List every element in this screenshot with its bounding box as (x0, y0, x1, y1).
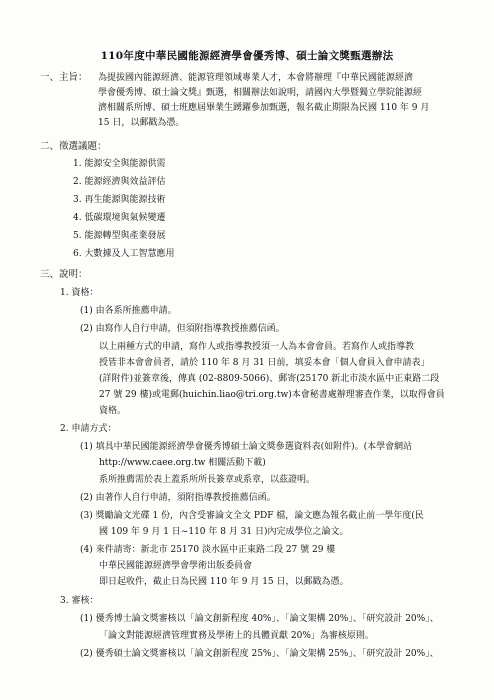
topic-item: 6. 大數據及人工智慧應用 (73, 249, 175, 259)
section-1-heading: 一、主旨： (40, 72, 88, 83)
paragraph-line: 15 日，以郵戳為憑。 (98, 118, 185, 128)
paragraph-line: 資格。 (99, 406, 127, 416)
paragraph-line: 27 號 29 樓)或電郵(huichin.liao@tri.org.tw)本會秘書處辦理審查作業，以取得會員 (99, 390, 445, 400)
list-item: (3) 獎勵論文光碟 1 份，內含受審論文全文 PDF 檔，論文應為報名截止前一學年度(民 (80, 511, 424, 521)
section-2-heading: 二、徵選議題： (40, 141, 107, 152)
list-item: (2) 優秀碩士論文獎審核以「論文創新程度 25%」、「論文架構 25%」、「研究設計 20%」、 (80, 649, 439, 659)
list-item: (1) 由各系所推薦申請。 (80, 306, 177, 316)
paragraph-line: 系所推薦需於表上蓋系所所長簽章或系章，以茲證明。 (99, 475, 316, 485)
paragraph-line: 為提拔國內能源經濟、能源管理領域專業人才，本會將辦理『中華民國能源經濟 (98, 73, 414, 83)
list-item: (2) 由著作人自行申請，須附指導教授推薦信函。 (80, 493, 276, 503)
paragraph-line: 即日起收件，截止日為民國 110 年 9 月 15 日，以郵戳為憑。 (99, 577, 349, 587)
paragraph-line: (詳附件)並簽章後，傳真 (02-8809-5066)、郵寄(25170 新北市淡水區中正東路二段 (99, 374, 440, 384)
list-item: (1) 優秀博士論文獎審核以「論文創新程度 40%」、「論文架構 20%」、「研究設計 20%」、 (80, 614, 439, 624)
paragraph-line: 「論文對能源經濟管理實務及學術上的具體貢獻 20%」為審核原則。 (99, 631, 374, 641)
topic-item: 1. 能源安全與能源供需 (73, 159, 166, 169)
topic-item: 5. 能源轉型與產業發展 (73, 231, 166, 241)
paragraph-line: 學會優秀博、碩士論文獎』甄選，相關辦法如說明，請國內大學暨獨立學院能源經 (98, 88, 423, 98)
topic-item: 2. 能源經濟與效益評估 (73, 177, 166, 187)
paragraph-line: http://www.caee.org.tw 相關活動下載) (99, 458, 266, 468)
topic-item: 3. 再生能源與能源技術 (73, 195, 166, 205)
subsection-heading: 2. 申請方式： (60, 424, 117, 434)
document-title: 110年度中華民國能源經濟學會優秀博、碩士論文獎甄選辦法 (100, 50, 394, 62)
paragraph-line: 以上兩種方式的申請，寫作人或指導教授須一人為本會會員。若寫作人或指導教 (99, 342, 415, 352)
paragraph-line: 授皆非本會會員者，請於 110 年 8 月 31 日前，填妥本會「個人會員入會申請表」 (99, 358, 430, 368)
subsection-heading: 1. 資格： (60, 288, 99, 298)
paragraph-line: 濟相關系所博、碩士班應屆畢業生踴躍參加甄選，報名截止期限為民國 110 年 9 月 (98, 103, 430, 113)
paragraph-line: 中華民國能源經濟學會學術出版委員會 (99, 561, 253, 571)
list-item: (4) 來件請寄：新北市 25170 淡水區中正東路二段 27 號 29 樓 (80, 545, 336, 555)
paragraph-line: 國 109 年 9 月 1 日~110 年 8 月 31 日)內完成學位之論文。 (99, 527, 349, 537)
subsection-heading: 3. 審核： (60, 596, 99, 606)
section-3-heading: 三、說明： (40, 269, 88, 280)
topic-item: 4. 低碳環境與氣候變遷 (73, 213, 166, 223)
list-item: (2) 由寫作人自行申請，但須附指導教授推薦信函。 (80, 324, 285, 334)
list-item: (1) 填具中華民國能源經濟學會優秀博碩士論文獎參選資料表(如附件)。(本學會網站 (80, 442, 413, 452)
